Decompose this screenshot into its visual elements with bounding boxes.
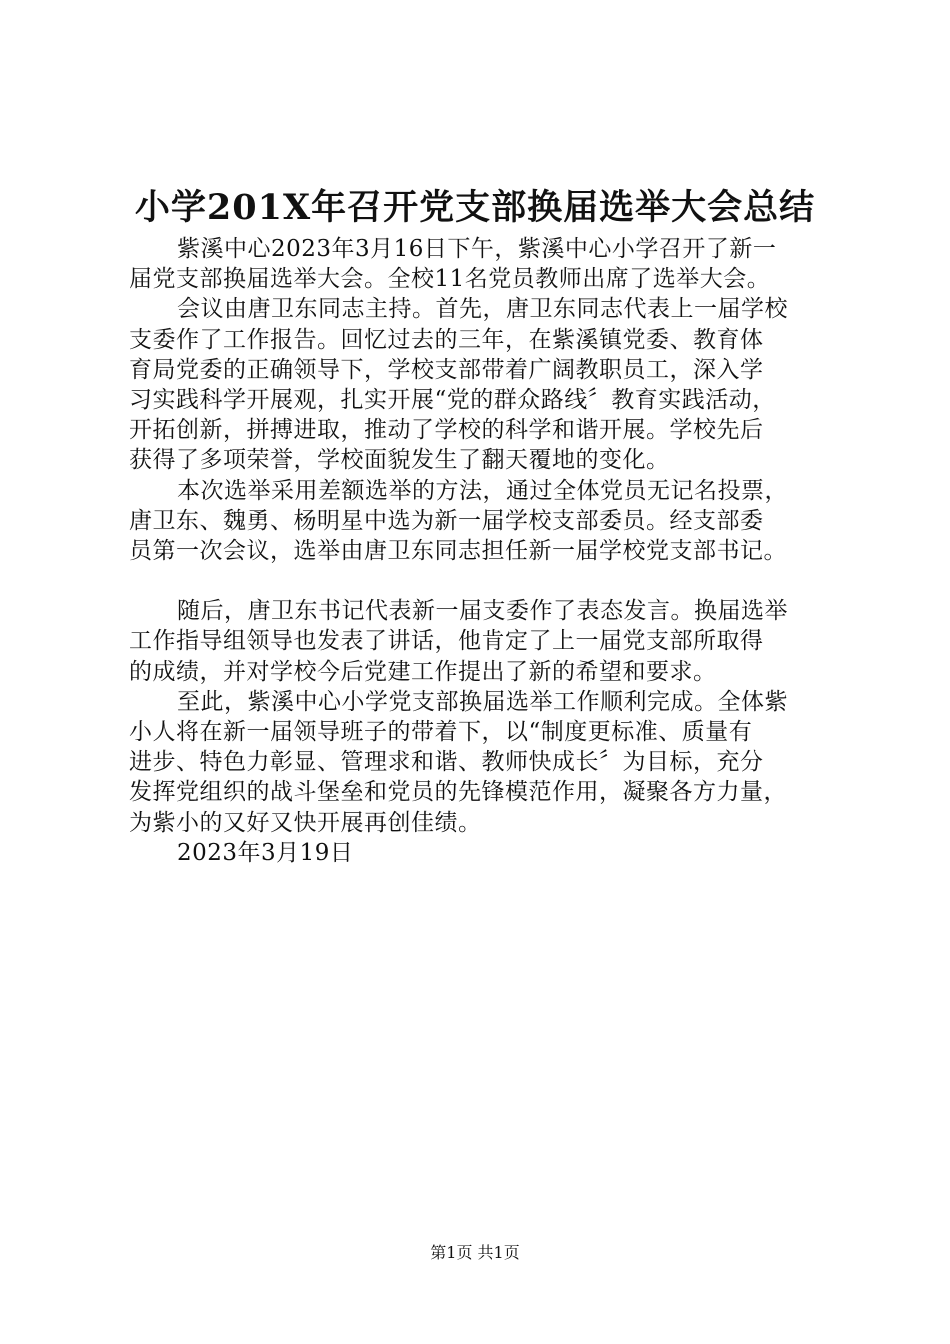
paragraph-line: 的成绩，并对学校今后党建工作提出了新的希望和要求。 <box>129 658 717 685</box>
paragraph-line: 小人将在新一届领导班子的带着下，以“制度更标准、质量有 <box>129 719 753 745</box>
paragraph-line: 开拓创新，拼搏进取，推动了学校的科学和谐开展。学校先后 <box>129 417 764 444</box>
paragraph-line: 为紫小的又好又快开展再创佳绩。 <box>129 809 482 836</box>
paragraph-line: 会议由唐卫东同志主持。首先，唐卫东同志代表上一届学校 <box>177 296 788 323</box>
paragraph-line: 支委作了工作报告。回忆过去的三年，在紫溪镇党委、教育体 <box>129 326 764 353</box>
paragraph-line: 进步、特色力彰显、管理求和谐、教师快成长〞为目标，充分 <box>129 749 764 776</box>
paragraph-line: 唐卫东、魏勇、杨明星中选为新一届学校支部委员。经支部委 <box>129 507 764 534</box>
paragraph-line: 本次选举采用差额选举的方法，通过全体党员无记名投票， <box>177 477 788 504</box>
paragraph-line: 至此，紫溪中心小学党支部换届选举工作顺利完成。全体紫 <box>177 688 788 715</box>
paragraph-line: 习实践科学开展观，扎实开展“党的群众路线〞教育实践活动， <box>129 386 776 413</box>
paragraph-line: 工作指导组领导也发表了讲话，他肯定了上一届党支部所取得 <box>129 628 764 655</box>
document-title: 小学201X年召开党支部换届选举大会总结 <box>134 187 816 228</box>
document-body <box>129 234 851 868</box>
paragraph-line: 紫溪中心2023年3月16日下午，紫溪中心小学召开了新一 <box>177 236 777 262</box>
paragraph-line: 获得了多项荣誉，学校面貌发生了翻天覆地的变化。 <box>129 447 670 474</box>
paragraph-line: 育局党委的正确领导下，学校支部带着广阔教职员工，深入学 <box>129 356 764 383</box>
paragraph-line: 届党支部换届选举大会。全校11名党员教师出席了选举大会。 <box>129 266 771 293</box>
paragraph-line: 员第一次会议，选举由唐卫东同志担任新一届学校党支部书记。 <box>129 537 787 564</box>
page-footer: 第1页 共1页 <box>430 1243 520 1262</box>
paragraph-line: 随后，唐卫东书记代表新一届支委作了表态发言。换届选举 <box>177 598 788 625</box>
paragraph-line: 发挥党组织的战斗堡垒和党员的先锋模范作用，凝聚各方力量， <box>129 779 787 806</box>
document-date: 2023年3月19日 <box>177 839 354 866</box>
blank-line <box>129 566 851 596</box>
